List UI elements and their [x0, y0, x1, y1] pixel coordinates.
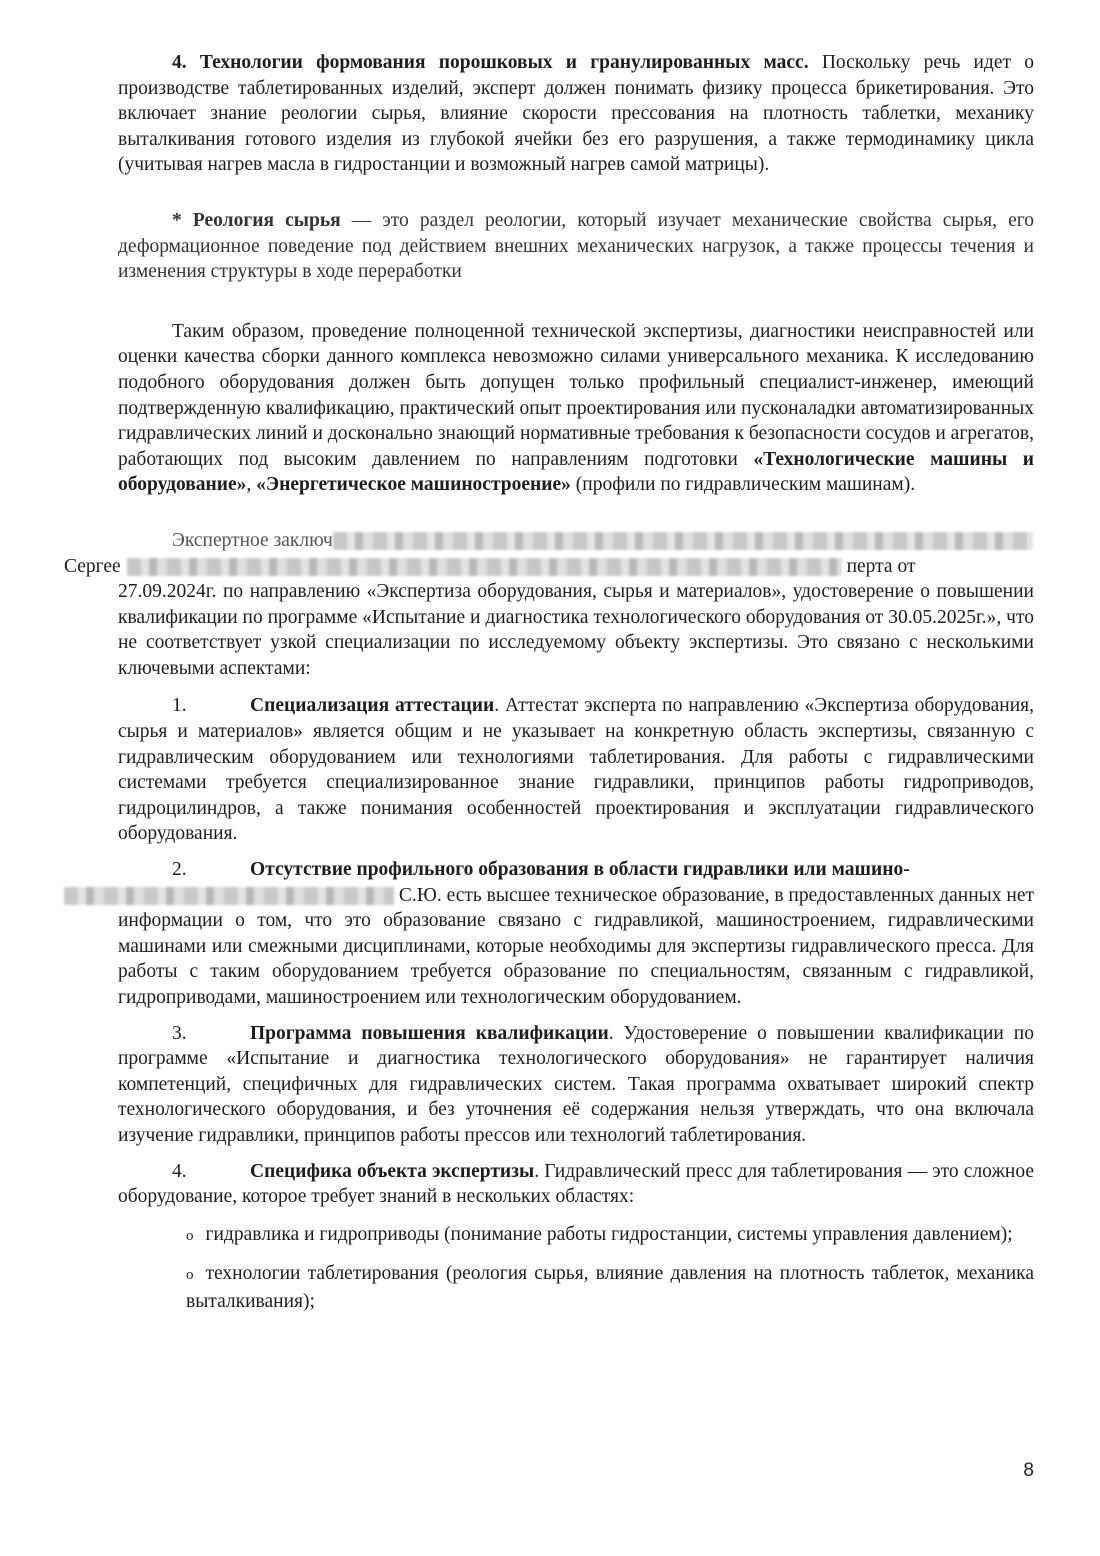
footnote-term: * Реология сырья: [172, 209, 341, 231]
page-number: 8: [1023, 1460, 1034, 1481]
list-number: 3.: [172, 1022, 187, 1044]
section-4-heading: 4. Технологии формования порошковых и гранулированных масс.: [172, 52, 809, 73]
bullet-item: [118, 1222, 1034, 1250]
redacted-block: [127, 558, 842, 576]
bullet-circle-icon: o: [186, 1267, 194, 1284]
direction-2: «Энергетическое машиностроение»: [256, 474, 571, 496]
list-item-2: [118, 857, 1034, 1011]
list-number: 1.: [172, 695, 187, 717]
conclusion-paragraph: [118, 319, 1034, 498]
list-item-title: Отсутствие профильного образования в области гидравлики или машино-: [250, 859, 910, 881]
list-item-title: Специализация аттестации: [250, 695, 495, 717]
list-item-text: С.Ю. есть высшее техническое образование, в предоставленных данных нет информации о том, что это образование связано с гидравликой, машиностроением, гидравлическими машинами или смежными дисциплинами, которые необходимы для экспертизы гидравлического пресса. Для работы с таким оборудованием требуется образование по специальностям, связанным с гидравликой, гидроприводами, машиностроением или технологическим оборудованием.: [118, 884, 1034, 1008]
direction-separator: ,: [246, 474, 252, 496]
section-4-paragraph: [118, 50, 1034, 178]
expert-text: 27.09.2024г. по направлению «Экспертиза оборудования, сырья и материалов», удостоверение о повышении квалификации по программе «Испытание и диагностика технологического оборудования от 30.05.2025г.», что не соответствует узкой специализации по исследуемому объекту экспертизы. Это связано с несколькими ключевыми аспектами:: [118, 581, 1034, 679]
list-item-text: . Аттестат эксперта по направлению «Экспертиза оборудования, сырья и материалов» является общим и не указывает на конкретную область экспертизы, связанную с гидравлическим оборудованием или технологиями таблетирования. Для работы с гидравлическими системами требуется специализированное знание гидравлики, принципов работы гидроприводов, гидроцилиндров, а также понимания особенностей проектирования и эксплуатации гидравлического оборудования.: [118, 695, 1034, 845]
bullet-circle-icon: o: [186, 1227, 194, 1244]
list-item-title: Программа повышения квалификации: [250, 1022, 609, 1044]
section-4-text: Поскольку речь идет о производстве таблетированных изделий, эксперт должен понимать физику процесса брикетирования. Это включает знание реологии сырья, влияние скорости прессования на плотность таблетки, механику выталкивания готового изделия из глубокой ячейки без его разрушения, а также термодинамику цикла (учитывая нагрев масла в гидростанции и возможный нагрев самой матрицы).: [118, 52, 1034, 176]
list-item-text: . Гидравлический пресс для таблетирования — это сложное оборудование, которое требует знаний в нескольких областях:: [118, 1160, 1035, 1208]
list-number: 4.: [172, 1160, 187, 1182]
bullet-text: гидравлика и гидроприводы (понимание работы гидростанции, системы управления давлением);: [205, 1223, 1013, 1245]
redacted-block: [333, 532, 1033, 550]
footnote-text: — это раздел реологии, который изучает механические свойства сырья, его деформационное поведение под действием внешних механических нагрузок, а также процессы течения и изменения структуры в ходе переработки: [118, 209, 1034, 283]
expert-line2-start: Сергее: [64, 555, 121, 577]
bullet-text: технологии таблетирования (реология сырья, влияние давления на плотность таблеток, механика выталкивания);: [186, 1263, 1034, 1312]
list-item-4: [118, 1159, 1034, 1210]
footnote-paragraph: [118, 208, 1034, 285]
bullet-item: [118, 1261, 1034, 1314]
expert-line1-start: Экспертное заключ: [172, 529, 333, 551]
conclusion-text-start: Таким образом, проведение полноценной технической экспертизы, диагностики неисправностей или оценки качества сборки данного комплекса невозможно силами универсального механика. К исследованию подобного оборудования должен быть допущен только профильный специалист-инженер, имеющий подтвержденную квалификацию, практический опыт проектирования или пусконаладки автоматизированных гидравлических линий и досконально знающий нормативные требования к безопасности сосудов и агрегатов, работающих под высоким давлением по направлениям подготовки: [118, 320, 1034, 470]
list-item-title: Специфика объекта экспертизы: [250, 1160, 535, 1182]
expert-line2-end: перта от: [846, 555, 916, 577]
list-item-1: [118, 693, 1034, 847]
redacted-block: [64, 887, 394, 905]
expert-paragraph: [64, 528, 1034, 579]
conclusion-text-end: (профили по гидравлическим машинам).: [575, 474, 916, 496]
list-item-text: . Удостоверение о повышении квалификации по программе «Испытание и диагностика технологического оборудования» не гарантирует наличия компетенций, специфичных для гидравлических систем. Такая программа охватывает широкий спектр технологического оборудования, и без уточнения её содержания нельзя утверждать, что она включала изучение гидравлики, принципов работы прессов или технологий таблетирования.: [118, 1022, 1034, 1146]
list-number: 2.: [172, 859, 187, 881]
list-item-3: [118, 1021, 1034, 1149]
direction-1: «Технологические машины и оборудование»: [118, 448, 1034, 496]
